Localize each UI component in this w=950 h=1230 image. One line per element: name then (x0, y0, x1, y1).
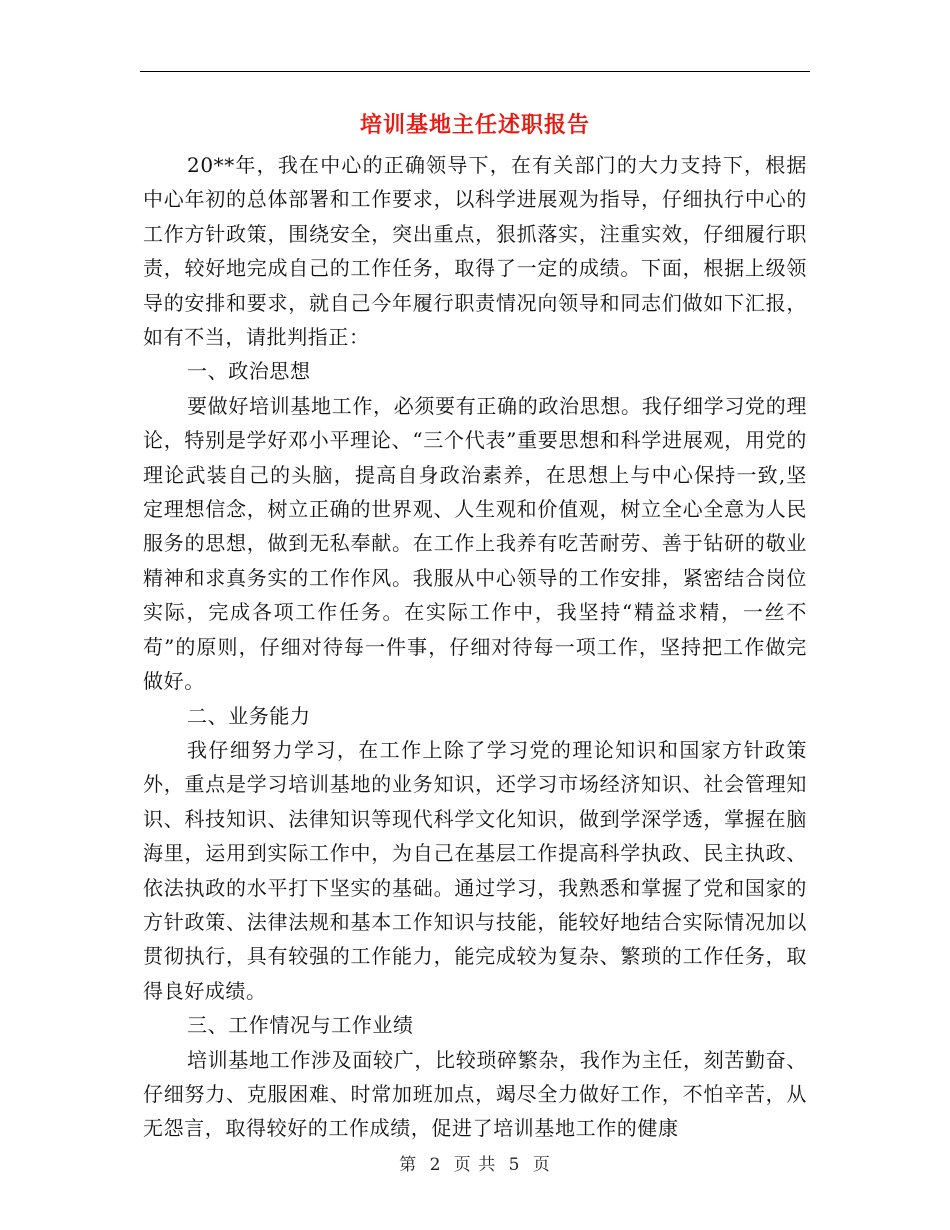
page-number-footer (0, 1152, 950, 1178)
section-text-ability: 我仔细努力学习，在工作上除了学习党的理论知识和国家方针政策外，重点是学习培训基地的业务知识，还学习市场经济知识、社会管理知识、科技知识、法律知识等现代科学文化知识，做到学深学透，掌握在脑海里，运用到实际工作中，为自己在基层工作提高科学执政、民主执政、依法执政的水平打下坚实的基础。通过学习，我熟悉和掌握了党和国家的方针政策、法律法规和基本工作知识与技能，能较好地结合实际情况加以贯彻执行，具有较强的工作能力，能完成较为复杂、繁琐的工作任务，取得良好成绩。 (143, 737, 807, 1003)
document-title: 培训基地主任述职报告 (359, 112, 590, 138)
footer-total-pages: 5 (508, 1155, 521, 1175)
footer-prefix: 第 (399, 1155, 418, 1175)
section-text-political: 要做好培训基地工作，必须要有正确的政治思想。我仔细学习党的理论，特别是学好邓小平理论、“三个代表”重要思想和科学进展观，用党的理论武装自己的头脑，提高自身政治素养，在思想上与中心保持一致,坚定理想信念，树立正确的世界观、人生观和价值观，树立全心全意为人民服务的思想，做到无私奉献。在工作上我养有吃苦耐劳、善于钻研的敬业精神和求真务实的工作作风。我服从中心领导的工作安排，紧密结合岗位实际，完成各项工作任务。在实际工作中，我坚持“精益求精，一丝不苟”的原则，仔细对待每一件事，仔细对待每一项工作，坚持把工作做完做好。 (143, 393, 807, 694)
footer-suffix: 页 (532, 1155, 551, 1175)
footer-middle: 页 共 (453, 1155, 497, 1175)
footer-current-page: 2 (429, 1155, 442, 1175)
section-text-performance: 培训基地工作涉及面较广，比较琐碎繁杂，我作为主任，刻苦勤奋、仔细努力、克服困难、时常加班加点，竭尽全力做好工作，不怕辛苦，从无怨言，取得较好的工作成绩，促进了培训基地工作的健康 (143, 1047, 807, 1141)
document-body (143, 148, 807, 1146)
header-rule (140, 71, 810, 72)
section-heading-performance: 三、工作情况与工作业绩 (187, 1013, 414, 1038)
intro-paragraph: 20**年，我在中心的正确领导下，在有关部门的大力支持下，根据中心年初的总体部署和工作要求，以科学进展观为指导，仔细执行中心的工作方针政策，围绕安全，突出重点，狠抓落实，注重实效，仔细履行职责，较好地完成自己的工作任务，取得了一定的成绩。下面，根据上级领导的安排和要求，就自己今年履行职责情况向领导和同志们做如下汇报，如有不当，请批判指正： (143, 153, 807, 350)
section-heading-ability: 二、业务能力 (187, 703, 311, 728)
section-heading-political: 一、政治思想 (187, 359, 311, 384)
